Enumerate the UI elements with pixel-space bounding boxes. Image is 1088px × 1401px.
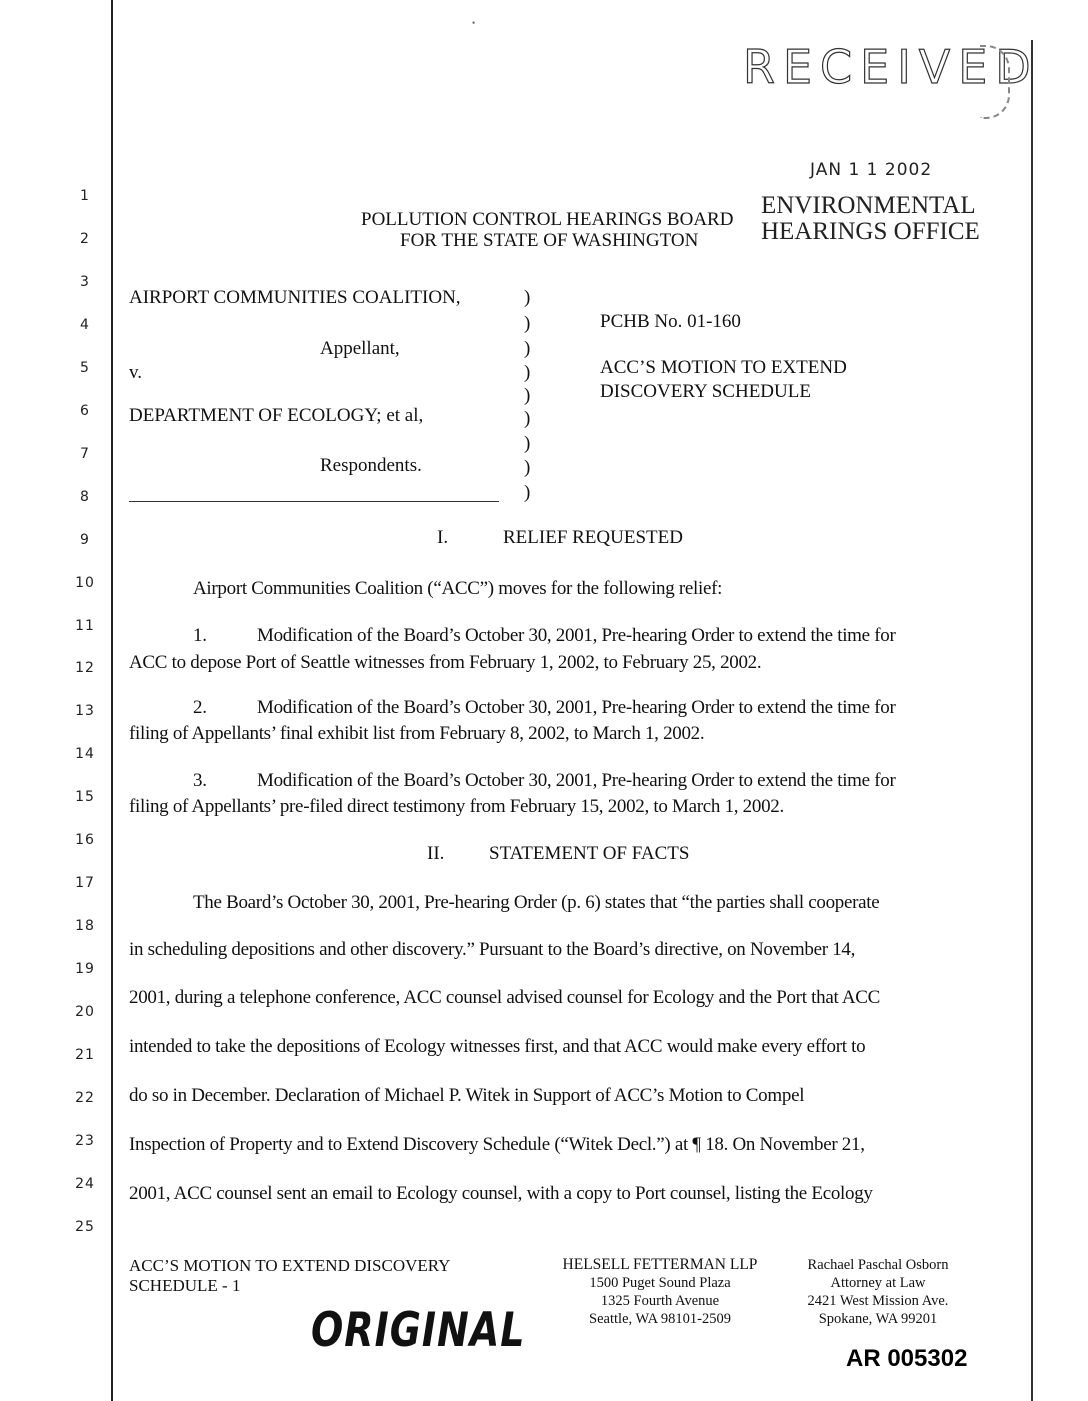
attorney-city: Spokane, WA 99201 <box>818 1311 938 1327</box>
line-number: 4 <box>80 317 90 333</box>
line-number: 3 <box>80 274 90 290</box>
law-firm-block <box>555 1256 765 1328</box>
relief-intro: Airport Communities Coalition (“ACC”) moves for the following relief: <box>193 578 723 599</box>
facts-line: The Board’s October 30, 2001, Pre-hearing Order (p. 6) states that “the parties shall cooperate <box>193 892 880 913</box>
versus: v. <box>129 362 143 383</box>
facts-line: do so in December. Declaration of Michael P. Witek in Support of ACC’s Motion to Compel <box>129 1085 805 1106</box>
board-jurisdiction: FOR THE STATE OF WASHINGTON <box>400 230 699 251</box>
relief-item-number: 2. <box>193 697 207 718</box>
line-number: 24 <box>75 1176 95 1192</box>
line-number: 2 <box>80 231 90 247</box>
line-number: 12 <box>75 660 95 676</box>
line-number: 6 <box>80 403 90 419</box>
relief-item-text: filing of Appellants’ pre-filed direct testimony from February 15, 2002, to March 1, 2002. <box>129 796 784 817</box>
received-stamp-office-line2: HEARINGS OFFICE <box>761 218 980 245</box>
line-number: 13 <box>75 703 95 719</box>
relief-item-number: 3. <box>193 770 207 791</box>
line-number: 15 <box>75 789 95 805</box>
attorney-address: 2421 West Mission Ave. <box>807 1293 949 1309</box>
law-firm-address1: 1500 Puget Sound Plaza <box>589 1275 731 1291</box>
footer-doc-title-line2: SCHEDULE - 1 <box>129 1276 241 1295</box>
line-number: 14 <box>75 746 95 762</box>
section-1-numeral: I. <box>437 527 449 548</box>
line-number: 21 <box>75 1047 95 1063</box>
section-1-heading: RELIEF REQUESTED <box>503 527 683 548</box>
law-firm-city: Seattle, WA 98101-2509 <box>589 1311 731 1327</box>
caption-paren: ) <box>524 287 531 308</box>
bates-number: AR 005302 <box>846 1345 968 1372</box>
law-firm-address2: 1325 Fourth Avenue <box>600 1293 720 1309</box>
line-number: 8 <box>80 489 90 505</box>
appellant-name: AIRPORT COMMUNITIES COALITION, <box>129 287 461 308</box>
line-number: 10 <box>75 575 95 591</box>
line-number: 11 <box>75 618 95 634</box>
caption-paren: ) <box>524 385 531 406</box>
received-stamp-text: RECEIVED <box>743 40 1039 94</box>
line-number: 23 <box>75 1133 95 1149</box>
facts-line: Inspection of Property and to Extend Discovery Schedule (“Witek Decl.”) at ¶ 18. On November 21, <box>129 1134 865 1155</box>
caption-paren: ) <box>524 313 531 334</box>
caption-underline <box>129 501 499 502</box>
relief-item-text: Modification of the Board’s October 30, 2001, Pre-hearing Order to extend the time for <box>257 770 896 791</box>
appellant-role: Appellant, <box>320 338 400 359</box>
line-number: 7 <box>80 446 90 462</box>
caption-paren: ) <box>524 433 531 454</box>
line-number: 18 <box>75 918 95 934</box>
line-number: 1 <box>80 188 90 204</box>
received-stamp-date: JAN 1 1 2002 <box>810 160 933 180</box>
motion-title-line2: DISCOVERY SCHEDULE <box>600 381 811 402</box>
section-2-numeral: II. <box>427 843 445 864</box>
law-firm-name: HELSELL FETTERMAN LLP <box>562 1256 758 1273</box>
respondent-role: Respondents. <box>320 455 422 476</box>
section-2-heading: STATEMENT OF FACTS <box>489 843 690 864</box>
line-number: 17 <box>75 875 95 891</box>
relief-item-text: Modification of the Board’s October 30, 2001, Pre-hearing Order to extend the time for <box>257 697 896 718</box>
scan-mark: • <box>472 18 476 28</box>
board-name: POLLUTION CONTROL HEARINGS BOARD <box>361 209 734 230</box>
received-stamp-office-line1: ENVIRONMENTAL <box>761 192 976 219</box>
caption-paren: ) <box>524 457 531 478</box>
attorney-title: Attorney at Law <box>830 1275 926 1291</box>
relief-item-text: filing of Appellants’ final exhibit list from February 8, 2002, to March 1, 2002. <box>129 723 705 744</box>
case-number: PCHB No. 01-160 <box>600 311 741 332</box>
facts-line: intended to take the depositions of Ecology witnesses first, and that ACC would make every effort to <box>129 1036 866 1057</box>
line-number: 19 <box>75 961 95 977</box>
facts-line: 2001, during a telephone conference, ACC counsel advised counsel for Ecology and the Port that ACC <box>129 987 881 1008</box>
line-number: 16 <box>75 832 95 848</box>
caption-paren: ) <box>524 362 531 383</box>
line-number: 5 <box>80 360 90 376</box>
relief-item-text: Modification of the Board’s October 30, 2001, Pre-hearing Order to extend the time for <box>257 625 896 646</box>
relief-item-text: ACC to depose Port of Seattle witnesses from February 1, 2002, to February 25, 2002. <box>129 652 762 673</box>
line-number: 25 <box>75 1219 95 1235</box>
original-stamp: ORIGINAL <box>311 1302 526 1357</box>
right-margin-rule <box>1031 40 1033 1401</box>
line-number: 20 <box>75 1004 95 1020</box>
line-number: 9 <box>80 532 90 548</box>
caption-paren: ) <box>524 482 531 503</box>
attorney-name: Rachael Paschal Osborn <box>807 1257 949 1273</box>
relief-item-number: 1. <box>193 625 207 646</box>
caption-paren: ) <box>524 408 531 429</box>
attorney-block <box>778 1256 978 1328</box>
footer-doc-title-line1: ACC’S MOTION TO EXTEND DISCOVERY <box>129 1256 451 1275</box>
received-stamp-bracket <box>980 45 1010 119</box>
facts-line: in scheduling depositions and other discovery.” Pursuant to the Board’s directive, on November 14, <box>129 939 856 960</box>
left-margin-rule <box>111 0 113 1401</box>
line-number: 22 <box>75 1090 95 1106</box>
caption-paren: ) <box>524 338 531 359</box>
motion-title-line1: ACC’S MOTION TO EXTEND <box>600 357 847 378</box>
respondent-name: DEPARTMENT OF ECOLOGY; et al, <box>129 405 424 426</box>
facts-line: 2001, ACC counsel sent an email to Ecology counsel, with a copy to Port counsel, listing the Ecology <box>129 1183 873 1204</box>
